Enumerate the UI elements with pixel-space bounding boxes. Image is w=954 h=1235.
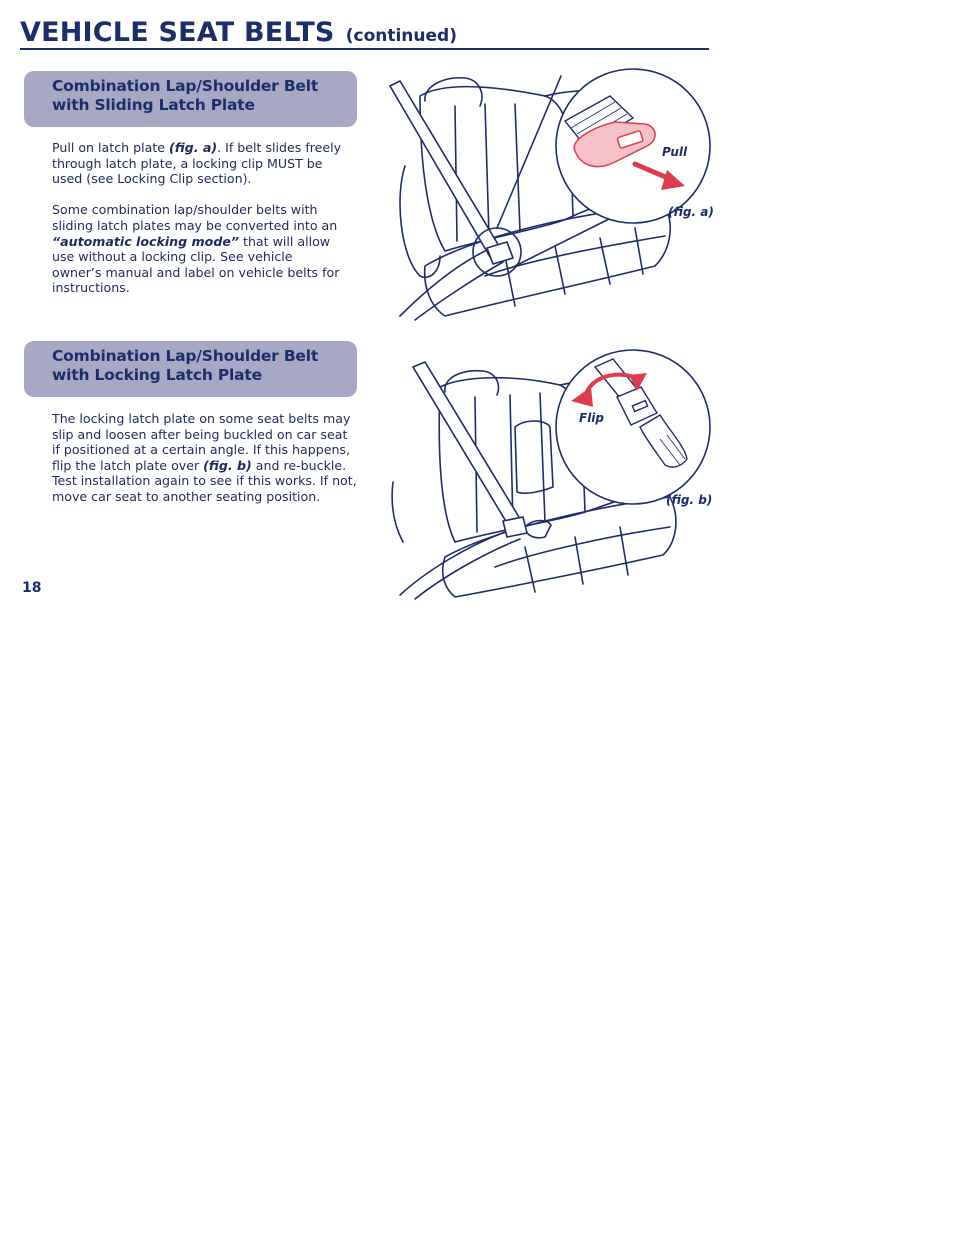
section2-heading-line1: Combination Lap/Shoulder Belt [52, 347, 319, 365]
section1-heading-line2: with Sliding Latch Plate [52, 96, 255, 114]
figure-b-flip-label: Flip [579, 411, 605, 425]
figure-a-pull-label: Pull [662, 145, 688, 159]
section1-paragraph2 [52, 202, 344, 296]
section1-p2-text-a: Some combination lap/shoulder belts with sliding latch plates may be converted into an [52, 202, 338, 233]
section2-heading-box [24, 341, 357, 397]
page-title [20, 14, 457, 46]
section2-heading-line2: with Locking Latch Plate [52, 366, 262, 384]
section1-heading [52, 77, 357, 115]
section2-p1-text-b: and re-buckle. Test installation again to see if this works. If not, move car seat to another seating position. [52, 457, 357, 504]
section1-p1-text-b: . If belt slides freely through latch plate, a locking clip MUST be used (see Locking Clip section). [52, 140, 342, 187]
section1-p1-text-a: Pull on latch plate [52, 140, 170, 155]
section1-p1-fig-ref: (fig. a) [169, 140, 218, 155]
page-title-main: VEHICLE SEAT BELTS [20, 17, 335, 48]
section1-p2-text-b: that will allow use without a locking clip. See vehicle owner’s manual and label on vehicle belts for instructions. [52, 233, 340, 296]
section2-body [52, 411, 358, 520]
section1-heading-box [24, 71, 357, 127]
figure-a-caption: (fig. a) [668, 205, 714, 219]
title-rule [20, 48, 709, 50]
figure-a-illustration [385, 66, 715, 321]
section2-paragraph1 [52, 411, 358, 505]
figure-b-illustration [385, 347, 715, 600]
section2-p1-fig-ref: (fig. b) [203, 457, 252, 473]
section1-paragraph1 [52, 140, 344, 187]
section1-body [52, 140, 344, 312]
section2-p1-text-a: The locking latch plate on some seat belts may slip and loosen after being buckled on car seat if positioned at a certain angle. If this happens, flip the latch plate over [52, 411, 351, 473]
page-title-continued: (continued) [345, 26, 457, 46]
page-number: 18 [22, 580, 42, 596]
section1-heading-line1: Combination Lap/Shoulder Belt [52, 77, 319, 95]
section2-heading [52, 347, 357, 385]
figure-b-caption: (fig. b) [666, 493, 713, 507]
section1-p2-emphasis: “automatic locking mode” [52, 233, 239, 249]
